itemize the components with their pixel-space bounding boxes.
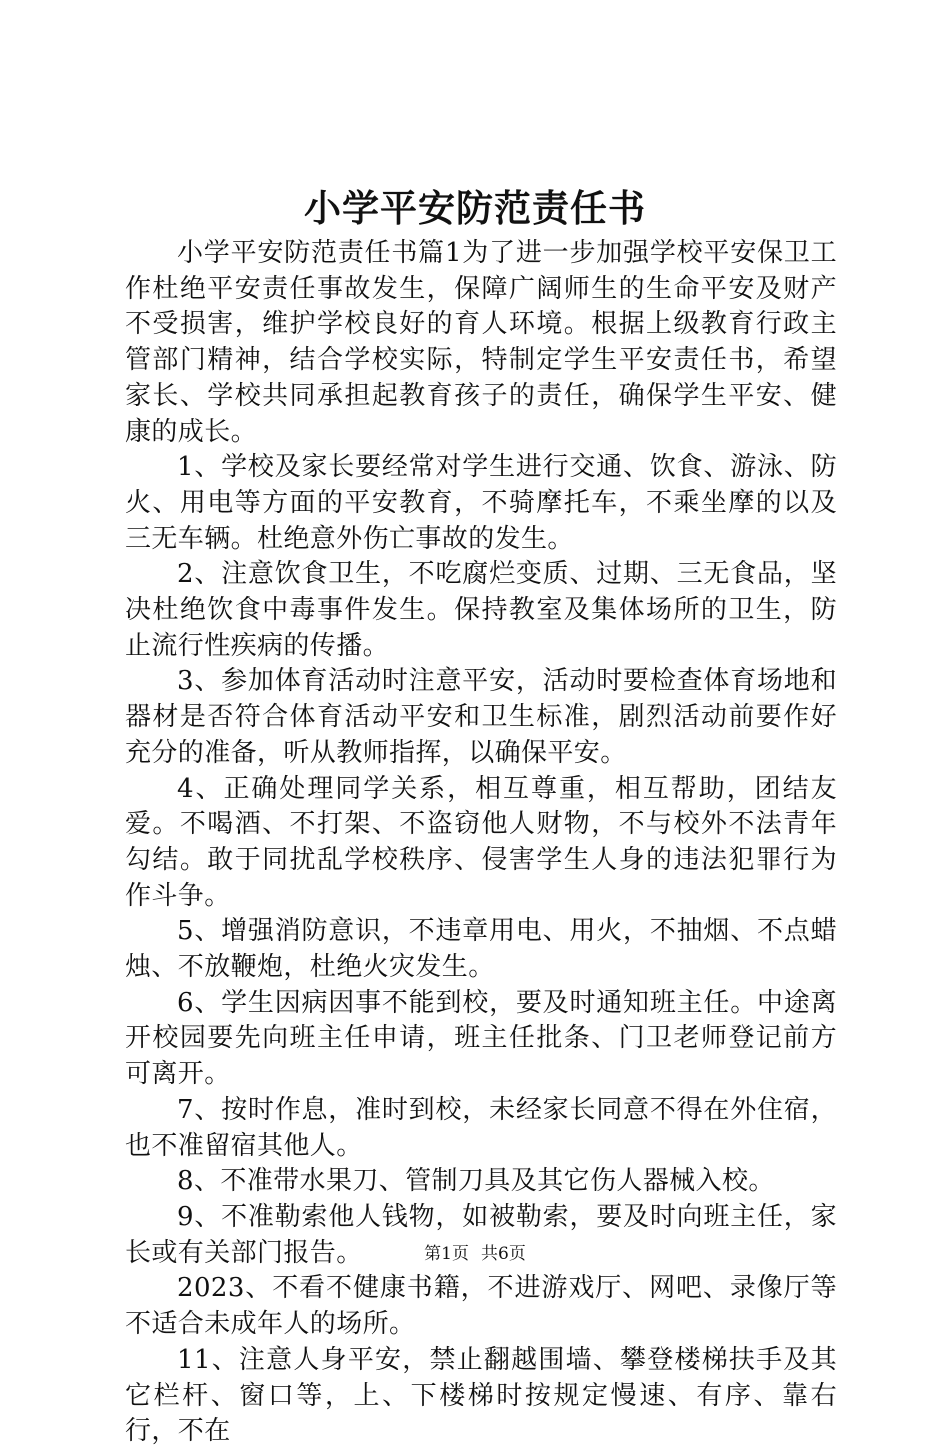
paragraph-item-6: 6、学生因病因事不能到校，要及时通知班主任。中途离开校园要先向班主任申请，班主任批条、门卫老师登记前方可离开。 bbox=[125, 987, 837, 1090]
paragraph-item-1: 1、学校及家长要经常对学生进行交通、饮食、游泳、防火、用电等方面的平安教育，不骑摩托车，不乘坐摩的以及三无车辆。杜绝意外伤亡事故的发生。 bbox=[125, 452, 837, 554]
paragraph-item-4: 4、正确处理同学关系，相互尊重，相互帮助，团结友爱。不喝酒、不打架、不盗窃他人财物，不与校外不法青年勾结。敢于同扰乱学校秩序、侵害学生人身的违法犯罪行为作斗争。 bbox=[125, 773, 837, 911]
page-footer bbox=[0, 1242, 950, 1266]
paragraph-intro: 小学平安防范责任书篇1为了进一步加强学校平安保卫工作杜绝平安责任事故发生，保障广阔师生的生命平安及财产不受损害，维护学校良好的育人环境。根据上级教育行政主管部门精神，结合学校实际，特制定学生平安责任书，希望家长、学校共同承担起教育孩子的责任，确保学生平安、健康的成长。 bbox=[125, 238, 837, 447]
document-body bbox=[125, 236, 837, 1450]
page-total: 共6页 bbox=[481, 1244, 526, 1264]
paragraph-item-10: 2023、不看不健康书籍，不进游戏厅、网吧、录像厅等不适合未成年人的场所。 bbox=[125, 1273, 837, 1340]
paragraph-item-7: 7、按时作息，准时到校，未经家长同意不得在外住宿，也不准留宿其他人。 bbox=[125, 1094, 837, 1161]
page-number: 第1页 bbox=[424, 1244, 469, 1264]
paragraph-item-9: 9、不准勒索他人钱物，如被勒索，要及时向班主任，家长或有关部门报告。 bbox=[125, 1201, 837, 1268]
paragraph-item-11: 11、注意人身平安，禁止翻越围墙、攀登楼梯扶手及其它栏杆、窗口等，上、下楼梯时按规定慢速、有序、靠右行，不在 bbox=[125, 1344, 837, 1447]
document-title: 小学平安防范责任书 bbox=[304, 186, 646, 230]
paragraph-item-2: 2、注意饮食卫生，不吃腐烂变质、过期、三无食品，坚决杜绝饮食中毒事件发生。保持教室及集体场所的卫生，防止流行性疾病的传播。 bbox=[125, 559, 837, 661]
paragraph-item-8: 8、不准带水果刀、管制刀具及其它伤人器械入校。 bbox=[177, 1166, 775, 1197]
paragraph-item-5: 5、增强消防意识，不违章用电、用火，不抽烟、不点蜡烛、不放鞭炮，杜绝火灾发生。 bbox=[125, 916, 837, 983]
paragraph-item-3: 3、参加体育活动时注意平安，活动时要检查体育场地和器材是否符合体育活动平安和卫生标准，剧烈活动前要作好充分的准备，听从教师指挥，以确保平安。 bbox=[125, 666, 837, 768]
